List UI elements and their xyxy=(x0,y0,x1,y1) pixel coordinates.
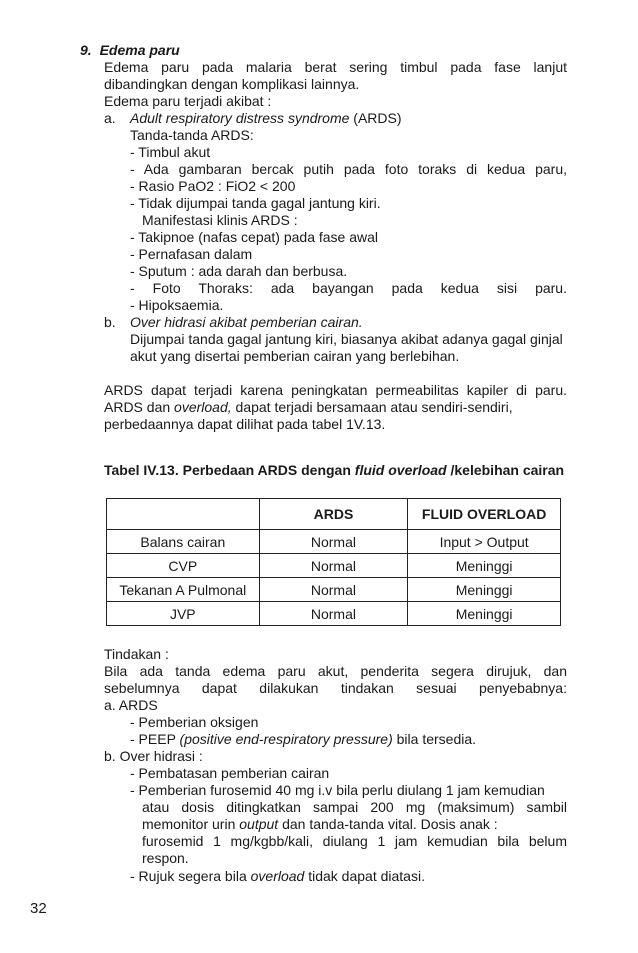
clinical-heading: Manifestasi klinis ARDS : xyxy=(142,212,298,228)
table-header-cell: FLUID OVERLOAD xyxy=(408,499,561,530)
action-b-item-2-line-3 xyxy=(142,816,498,833)
line-3-b: dan tanda-tanda vital. Dosis anak : xyxy=(278,816,498,832)
action-a-item: - Pemberian oksigen xyxy=(130,714,259,730)
paragraph-line-3: perbedaannya dapat dilihat pada tabel 1V.13. xyxy=(104,416,386,432)
paragraph-line-2-a: ARDS dan xyxy=(104,399,175,415)
paragraph-line-1: ARDS dapat terjadi karena peningkatan permeabilitas kapiler di paru. xyxy=(104,382,567,398)
table-title-italic: fluid overload xyxy=(354,462,447,478)
intro-line-2: dibandingkan dengan komplikasi lainnya. xyxy=(104,76,360,92)
item-b-text-2: akut yang disertai pemberian cairan yang berlebihan. xyxy=(130,348,460,364)
ards-sign: - Rasio PaO2 : FiO2 < 200 xyxy=(130,178,296,194)
ards-sign: - Ada gambaran bercak putih pada foto toraks di kedua paru, xyxy=(130,161,567,177)
table-title-b: /kelebihan cairan xyxy=(446,462,565,478)
table-row xyxy=(107,602,561,626)
item-b-title: Over hidrasi akibat pemberian cairan. xyxy=(130,314,363,330)
table-cell: Meninggi xyxy=(408,578,561,602)
table-cell: JVP xyxy=(107,602,260,626)
item-a-title-suffix: (ARDS) xyxy=(349,110,402,126)
peep-suffix: bila tersedia. xyxy=(392,731,477,747)
paragraph-line-2-b: dapat terjadi bersamaan atau sendiri-sendiri, xyxy=(231,399,513,415)
table-cell: Tekanan A Pulmonal xyxy=(107,578,260,602)
peep-prefix: - PEEP xyxy=(130,731,180,747)
item-3-b: tidak dapat diatasi. xyxy=(304,868,425,884)
table-cell: CVP xyxy=(107,554,260,578)
table-title xyxy=(104,462,567,479)
intro-line-1: Edema paru pada malaria berat sering timbul pada fase lanjut xyxy=(104,59,567,75)
table-cell: Normal xyxy=(259,578,408,602)
table-cell: Normal xyxy=(259,602,408,626)
action-b-item-3 xyxy=(130,868,425,885)
action-b-item-2-line-1: - Pemberian furosemid 40 mg i.v bila perlu diulang 1 jam kemudian xyxy=(130,782,545,798)
intro-line-3: Edema paru terjadi akibat : xyxy=(104,93,272,109)
peep-italic: (positive end-respiratory pressure) xyxy=(179,731,393,747)
item-b-marker: b. xyxy=(104,314,116,330)
table-title-a: Tabel IV.13. Perbedaan ARDS dengan xyxy=(104,462,355,478)
section-heading xyxy=(80,42,180,59)
action-a-peep xyxy=(130,731,476,748)
ards-sign: - Timbul akut xyxy=(130,144,211,160)
table-cell: Meninggi xyxy=(408,554,561,578)
clinical-item: - Hipoksaemia. xyxy=(130,297,224,313)
line-3-italic: output xyxy=(239,816,279,832)
table-cell: Normal xyxy=(259,530,408,554)
page-number: 32 xyxy=(30,900,47,917)
action-b-item-2-line-2: atau dosis ditingkatkan sampai 200 mg (maksimum) sambil xyxy=(142,799,567,815)
action-line-2: sebelumnya dapat dilakukan tindakan sesuai penyebabnya: xyxy=(104,680,567,696)
comparison-table xyxy=(106,498,561,626)
line-3-a: memonitor urin xyxy=(142,816,240,832)
table-cell: Balans cairan xyxy=(107,530,260,554)
clinical-item: - Sputum : ada darah dan berbusa. xyxy=(130,263,348,279)
clinical-item: - Takipnoe (nafas cepat) pada fase awal xyxy=(130,229,379,245)
action-b-item-2-line-5: respon. xyxy=(142,850,189,866)
table-cell: Normal xyxy=(259,554,408,578)
item-3-a: - Rujuk segera bila xyxy=(130,868,251,884)
item-3-italic: overload xyxy=(250,868,305,884)
item-a-title-italic: Adult respiratory distress syndrome xyxy=(130,110,350,126)
table-header-row xyxy=(107,499,561,530)
item-a-marker: a. xyxy=(104,110,116,126)
action-line-1: Bila ada tanda edema paru akut, penderita segera dirujuk, dan xyxy=(104,663,567,679)
section-title: Edema paru xyxy=(99,42,180,58)
action-a-label: a. ARDS xyxy=(104,697,158,713)
ards-signs-heading: Tanda-tanda ARDS: xyxy=(130,127,254,143)
paragraph-line-2-italic: overload, xyxy=(174,399,232,415)
section-number: 9. xyxy=(80,42,92,58)
action-b-label: b. Over hidrasi : xyxy=(104,748,203,764)
clinical-item: - Pernafasan dalam xyxy=(130,246,253,262)
item-a-title xyxy=(130,110,402,127)
table-cell: Input > Output xyxy=(408,530,561,554)
clinical-item: - Foto Thoraks: ada bayangan pada kedua sisi paru. xyxy=(130,280,567,296)
table-cell: Meninggi xyxy=(408,602,561,626)
table-header-cell: ARDS xyxy=(259,499,408,530)
table-row xyxy=(107,530,561,554)
action-b-item-2-line-4: furosemid 1 mg/kgbb/kali, diulang 1 jam kemudian bila belum xyxy=(142,833,567,849)
action-b-item-1: - Pembatasan pemberian cairan xyxy=(130,765,330,781)
table-header-cell xyxy=(107,499,260,530)
table-row xyxy=(107,554,561,578)
action-heading: Tindakan : xyxy=(104,646,169,662)
table-row xyxy=(107,578,561,602)
item-b-text-1: Dijumpai tanda gagal jantung kiri, biasanya akibat adanya gagal ginjal xyxy=(130,331,563,347)
paragraph-line-2 xyxy=(104,399,513,416)
ards-sign: - Tidak dijumpai tanda gagal jantung kiri. xyxy=(130,195,381,211)
